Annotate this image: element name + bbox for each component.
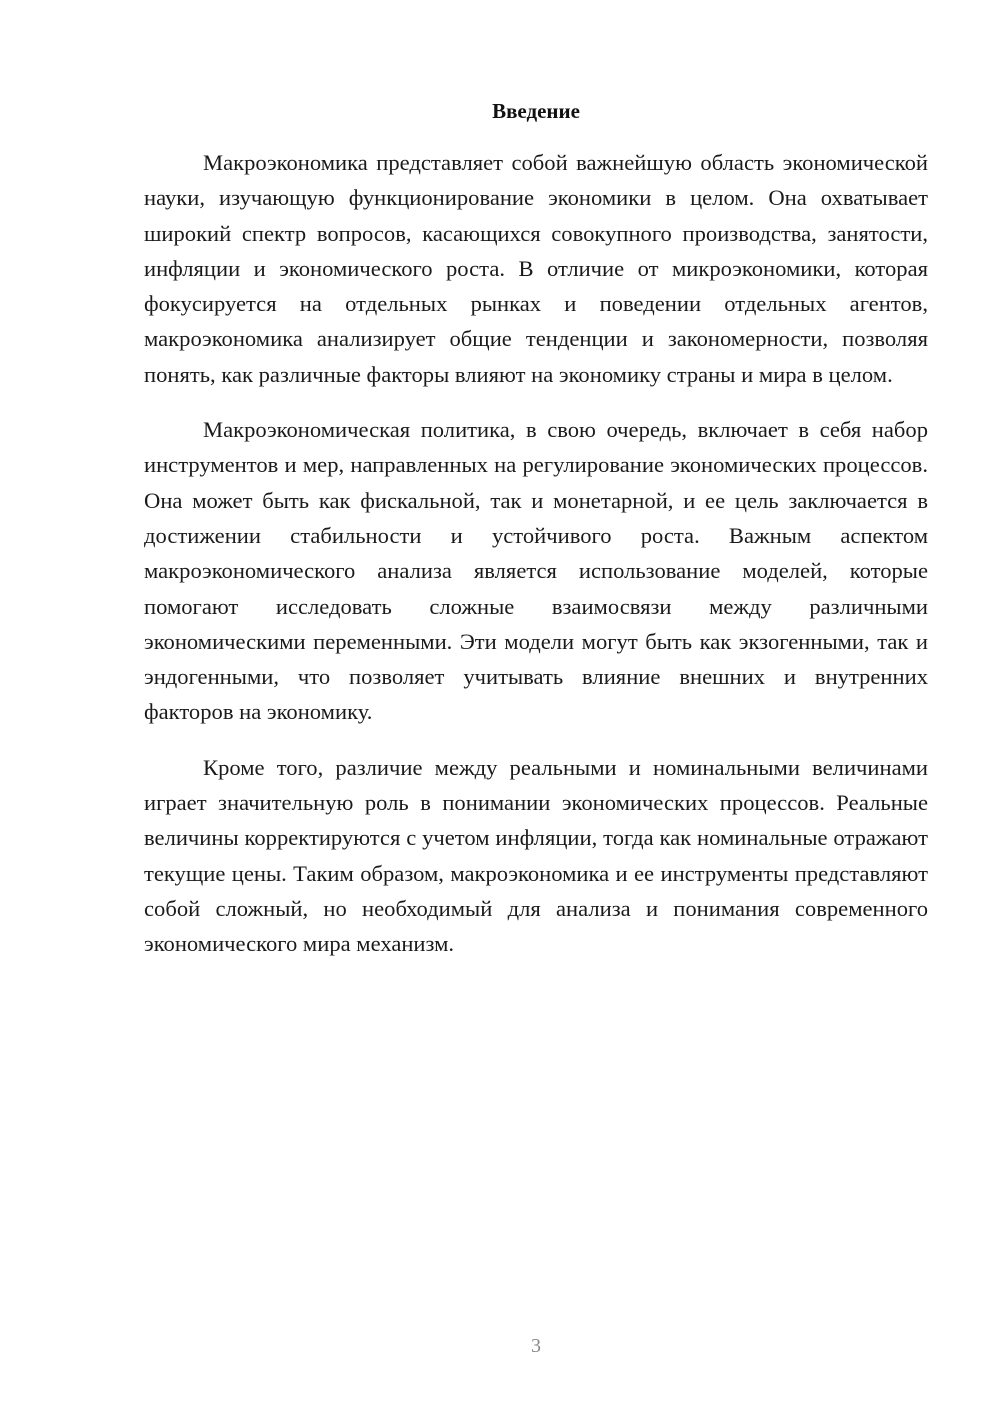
paragraph-3: Кроме того, различие между реальными и номинальными величинами играет значительную роль в понимании экономических процессов. Реальные величины корректируются с учетом инфляции, тогда как номинальные отражают текущие цены. Таким образом, макроэкономика и ее инструменты представляют собой сложный, но необходимый для анализа и понимания современного экономического мира механизм.	[144, 754, 928, 957]
page-number: 3	[531, 1335, 541, 1357]
section-title: Введение	[492, 99, 580, 123]
page-content	[144, 97, 928, 982]
paragraph-2: Макроэкономическая политика, в свою очередь, включает в себя набор инструментов и мер, направленных на регулирование экономических процессов. Она может быть как фискальной, так и монетарной, и ее цель заключается в достижении стабильности и устойчивого роста. Важным аспектом макроэкономического анализа является использование моделей, которые помогают исследовать сложные взаимосвязи между различными экономическими переменными. Эти модели могут быть как экзогенными, так и эндогенными, что позволяет учитывать влияние внешних и внутренних факторов на экономику.	[144, 417, 928, 725]
paragraph-1: Макроэкономика представляет собой важнейшую область экономической науки, изучающую функционирование экономики в целом. Она охватывает широкий спектр вопросов, касающихся совокупного производства, занятости, инфляции и экономического роста. В отличие от микроэкономики, которая фокусируется на отдельных рынках и поведении отдельных агентов, макроэкономика анализирует общие тенденции и закономерности, позволяя понять, как различные факторы влияют на экономику страны и мира в целом.	[144, 150, 928, 387]
